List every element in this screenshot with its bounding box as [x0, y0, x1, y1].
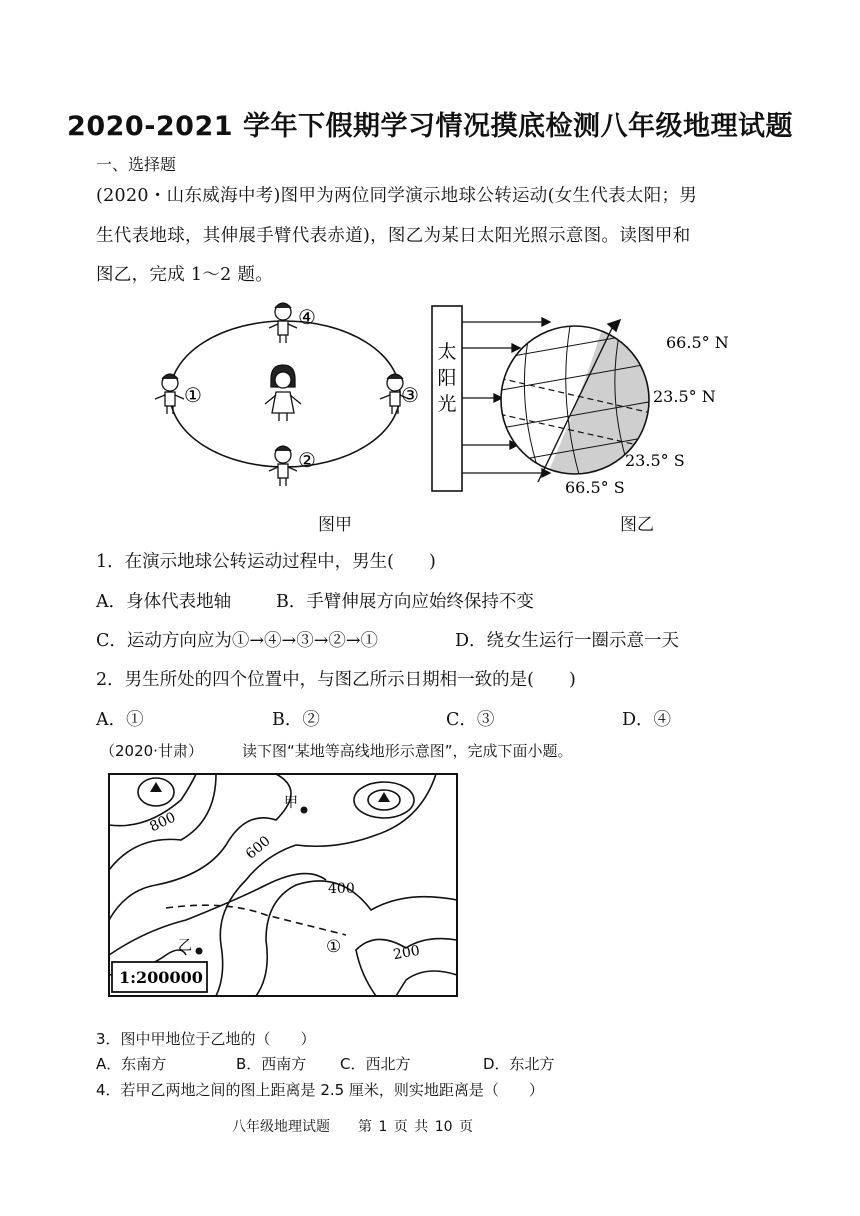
figure-yi-caption: 图乙	[620, 515, 654, 535]
q1-stem: 1．在演示地球公转运动过程中，男生( )	[96, 552, 436, 572]
q4-stem: 4．若甲乙两地之间的图上距离是 2.5 厘米，则实地距离是（ ）	[96, 1081, 544, 1099]
contour-label-400: 400	[328, 881, 355, 897]
contour-map	[106, 770, 461, 1000]
q3-option-c: C．西北方	[340, 1055, 411, 1073]
map-marker-1: ①	[326, 937, 342, 957]
position-label-4: ④	[298, 305, 316, 329]
q2-stem: 2．男生所处的四个位置中，与图乙所示日期相一致的是( )	[96, 670, 576, 690]
lat-label-23n: 23.5° N	[653, 387, 716, 406]
sunlight-char-3: 光	[437, 393, 457, 415]
intro-line-1: (2020・山东威海中考)图甲为两位同学演示地球公转运动(女生代表太阳；男	[96, 186, 698, 206]
figure-jia-orbit-diagram	[140, 295, 430, 500]
q2-option-d: D．④	[622, 710, 672, 730]
sunlight-char-2: 阳	[437, 367, 457, 389]
sunlight-char-1: 太	[437, 341, 457, 363]
place-dot-jia	[301, 807, 308, 814]
figure-yi-sunlight-diagram	[430, 300, 729, 500]
intro-line-2: 生代表地球，其伸展手臂代表赤道)，图乙为某日太阳光照示意图。读图甲和	[96, 226, 691, 246]
position-label-2: ②	[298, 448, 316, 472]
scale-label: 1:200000	[119, 968, 203, 987]
contour-label-800: 800	[147, 809, 179, 836]
lat-label-66n: 66.5° N	[666, 333, 729, 352]
map-source: （2020·甘肃）	[100, 742, 203, 760]
position-label-1: ①	[184, 383, 202, 407]
q1-option-d: D．绕女生运行一圈示意一天	[455, 631, 680, 651]
q1-option-a: A．身体代表地轴	[96, 592, 232, 612]
section-heading: 一、选择题	[96, 155, 177, 174]
contour-label-600: 600	[242, 833, 274, 863]
page-title: 2020-2021 学年下假期学习情况摸底检测八年级地理试题	[67, 111, 793, 142]
place-label-yi: 乙	[178, 938, 192, 954]
intro-line-3: 图乙，完成 1～2 题。	[96, 265, 273, 285]
figure-jia-caption: 图甲	[318, 515, 352, 535]
q2-option-c: C．③	[446, 710, 495, 730]
q3-stem: 3．图中甲地位于乙地的（ ）	[96, 1030, 316, 1048]
q1-option-b: B．手臂伸展方向应始终保持不变	[276, 592, 534, 612]
lat-label-23s: 23.5° S	[625, 451, 685, 470]
q2-option-b: B．②	[272, 710, 320, 730]
girl-figure-sun	[265, 365, 301, 421]
q1-option-c: C．运动方向应为①→④→③→②→①	[96, 631, 379, 651]
boy-figure-position-4	[269, 303, 297, 343]
lat-label-66s: 66.5° S	[565, 478, 625, 497]
q3-option-d: D．东北方	[483, 1055, 555, 1073]
position-label-3: ③	[401, 383, 419, 407]
q2-option-a: A．①	[96, 710, 144, 730]
page-footer: 八年级地理试题 第 1 页 共 10 页	[232, 1119, 473, 1135]
contour-label-200: 200	[392, 942, 422, 964]
q3-option-b: B．西南方	[236, 1055, 307, 1073]
place-dot-yi	[196, 948, 203, 955]
map-intro-text: 读下图“某地等高线地形示意图”，完成下面小题。	[242, 742, 573, 760]
boy-figure-position-1	[155, 374, 184, 414]
q3-option-a: A．东南方	[96, 1055, 167, 1073]
place-label-jia: 甲	[284, 795, 298, 811]
